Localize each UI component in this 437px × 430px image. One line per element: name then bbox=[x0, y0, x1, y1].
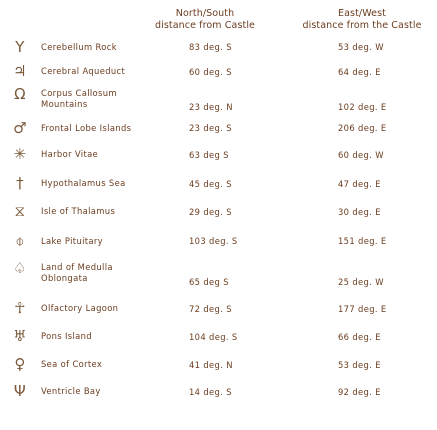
ns-distance: 65 deg S bbox=[189, 277, 229, 287]
ns-distance: 104 deg. S bbox=[189, 331, 238, 342]
table-row bbox=[0, 116, 437, 140]
jupiter-symbol-icon: ♃ bbox=[13, 62, 27, 80]
ns-distance: 63 deg S bbox=[189, 149, 229, 160]
place-name-line2: Mountains bbox=[41, 99, 88, 109]
ns-distance: 45 deg. S bbox=[189, 178, 232, 189]
place-name bbox=[41, 236, 171, 247]
table-row bbox=[0, 378, 437, 405]
table-row bbox=[0, 225, 437, 257]
place-name-line1: Cerebellum Rock bbox=[41, 41, 117, 52]
ew-distance: 177 deg. E bbox=[338, 303, 387, 314]
ew-distance: 66 deg. E bbox=[338, 331, 381, 342]
ew-header-line2: distance from the Castle bbox=[302, 20, 422, 31]
ns-distance: 72 deg. S bbox=[189, 303, 232, 314]
place-name-line1: Ventricle Bay bbox=[41, 386, 101, 396]
ankh-rune-icon: ☥ bbox=[14, 299, 26, 317]
ew-distance: 25 deg. W bbox=[338, 277, 384, 287]
place-name-line2: Oblongata bbox=[41, 273, 88, 283]
table-row bbox=[0, 140, 437, 169]
place-name-line1: Frontal Lobe Islands bbox=[41, 122, 132, 133]
place-name bbox=[41, 123, 171, 134]
ns-distance: 83 deg. S bbox=[189, 42, 232, 52]
ns-distance: 41 deg. N bbox=[189, 359, 233, 370]
place-name bbox=[41, 88, 171, 110]
zigzag-rune-icon: Ω bbox=[14, 85, 26, 103]
ew-distance: 151 deg. E bbox=[338, 236, 387, 246]
ew-distance: 64 deg. E bbox=[338, 66, 381, 77]
table-row bbox=[0, 257, 437, 295]
table-row bbox=[0, 322, 437, 351]
ew-column-header bbox=[292, 8, 432, 32]
hourglass-rune-icon: ⧖ bbox=[14, 202, 26, 220]
place-name bbox=[41, 178, 171, 189]
venus-symbol-icon: ♀ bbox=[14, 355, 26, 373]
place-name bbox=[41, 206, 171, 217]
place-name bbox=[41, 386, 171, 397]
place-name-line1: Corpus Callosum bbox=[41, 88, 117, 98]
place-name bbox=[41, 303, 171, 314]
looped-rune-icon: ♂ bbox=[13, 118, 27, 137]
ns-distance: 14 deg. S bbox=[189, 386, 232, 397]
ns-distance: 60 deg. S bbox=[189, 66, 232, 77]
forked-rune-icon: Υ bbox=[15, 37, 25, 56]
uranus-symbol-icon: ♅ bbox=[13, 327, 27, 345]
place-name-line1: Harbor Vitae bbox=[41, 149, 99, 159]
place-name-line1: Isle of Thalamus bbox=[41, 206, 116, 216]
place-name bbox=[41, 262, 171, 284]
table-row bbox=[0, 36, 437, 58]
table-row bbox=[0, 58, 437, 85]
place-name-line1: Lake Pituitary bbox=[41, 235, 103, 246]
ns-distance: 23 deg. S bbox=[189, 123, 232, 133]
place-name-line1: Cerebral Aqueduct bbox=[41, 66, 126, 76]
place-name-line1: Olfactory Lagoon bbox=[41, 303, 119, 313]
ew-distance: 60 deg. W bbox=[338, 149, 384, 160]
ew-distance: 92 deg. E bbox=[338, 386, 381, 397]
place-name-line1: Hypothalamus Sea bbox=[41, 178, 126, 188]
trident-rune-icon: Ψ bbox=[13, 382, 27, 400]
ew-distance: 47 deg. E bbox=[338, 178, 381, 189]
place-name bbox=[41, 42, 171, 53]
ew-distance: 102 deg. E bbox=[338, 102, 387, 112]
ns-distance: 23 deg. N bbox=[189, 102, 233, 112]
spade-outline-icon: ♤ bbox=[13, 259, 27, 277]
table-row bbox=[0, 295, 437, 322]
place-name-line1: Sea of Cortex bbox=[41, 359, 103, 369]
ew-distance: 206 deg. E bbox=[338, 123, 387, 133]
table-row bbox=[0, 198, 437, 225]
table-body bbox=[0, 36, 437, 405]
ew-header-line1: East/West bbox=[338, 8, 386, 19]
table-row bbox=[0, 85, 437, 116]
ew-distance: 53 deg. W bbox=[338, 42, 384, 52]
asterisk-star-icon: ✳ bbox=[13, 145, 27, 163]
ns-header-line1: North/South bbox=[175, 8, 235, 19]
ns-column-header bbox=[150, 8, 260, 32]
place-name-line1: Pons Island bbox=[41, 331, 92, 341]
ns-distance: 29 deg. S bbox=[189, 206, 232, 217]
ns-distance: 103 deg. S bbox=[189, 236, 238, 246]
place-name-line1: Land of Medulla bbox=[41, 262, 113, 272]
circle-stroke-icon: ⌽ bbox=[15, 231, 25, 250]
table-row bbox=[0, 351, 437, 378]
place-name bbox=[41, 149, 171, 160]
place-name bbox=[41, 66, 171, 77]
place-name bbox=[41, 359, 171, 370]
table-row bbox=[0, 169, 437, 198]
ew-distance: 30 deg. E bbox=[338, 206, 381, 217]
ns-header-line2: distance from Castle bbox=[154, 20, 255, 31]
dagger-cross-icon: † bbox=[16, 174, 24, 192]
ew-distance: 53 deg. E bbox=[338, 359, 381, 370]
place-name bbox=[41, 331, 171, 342]
